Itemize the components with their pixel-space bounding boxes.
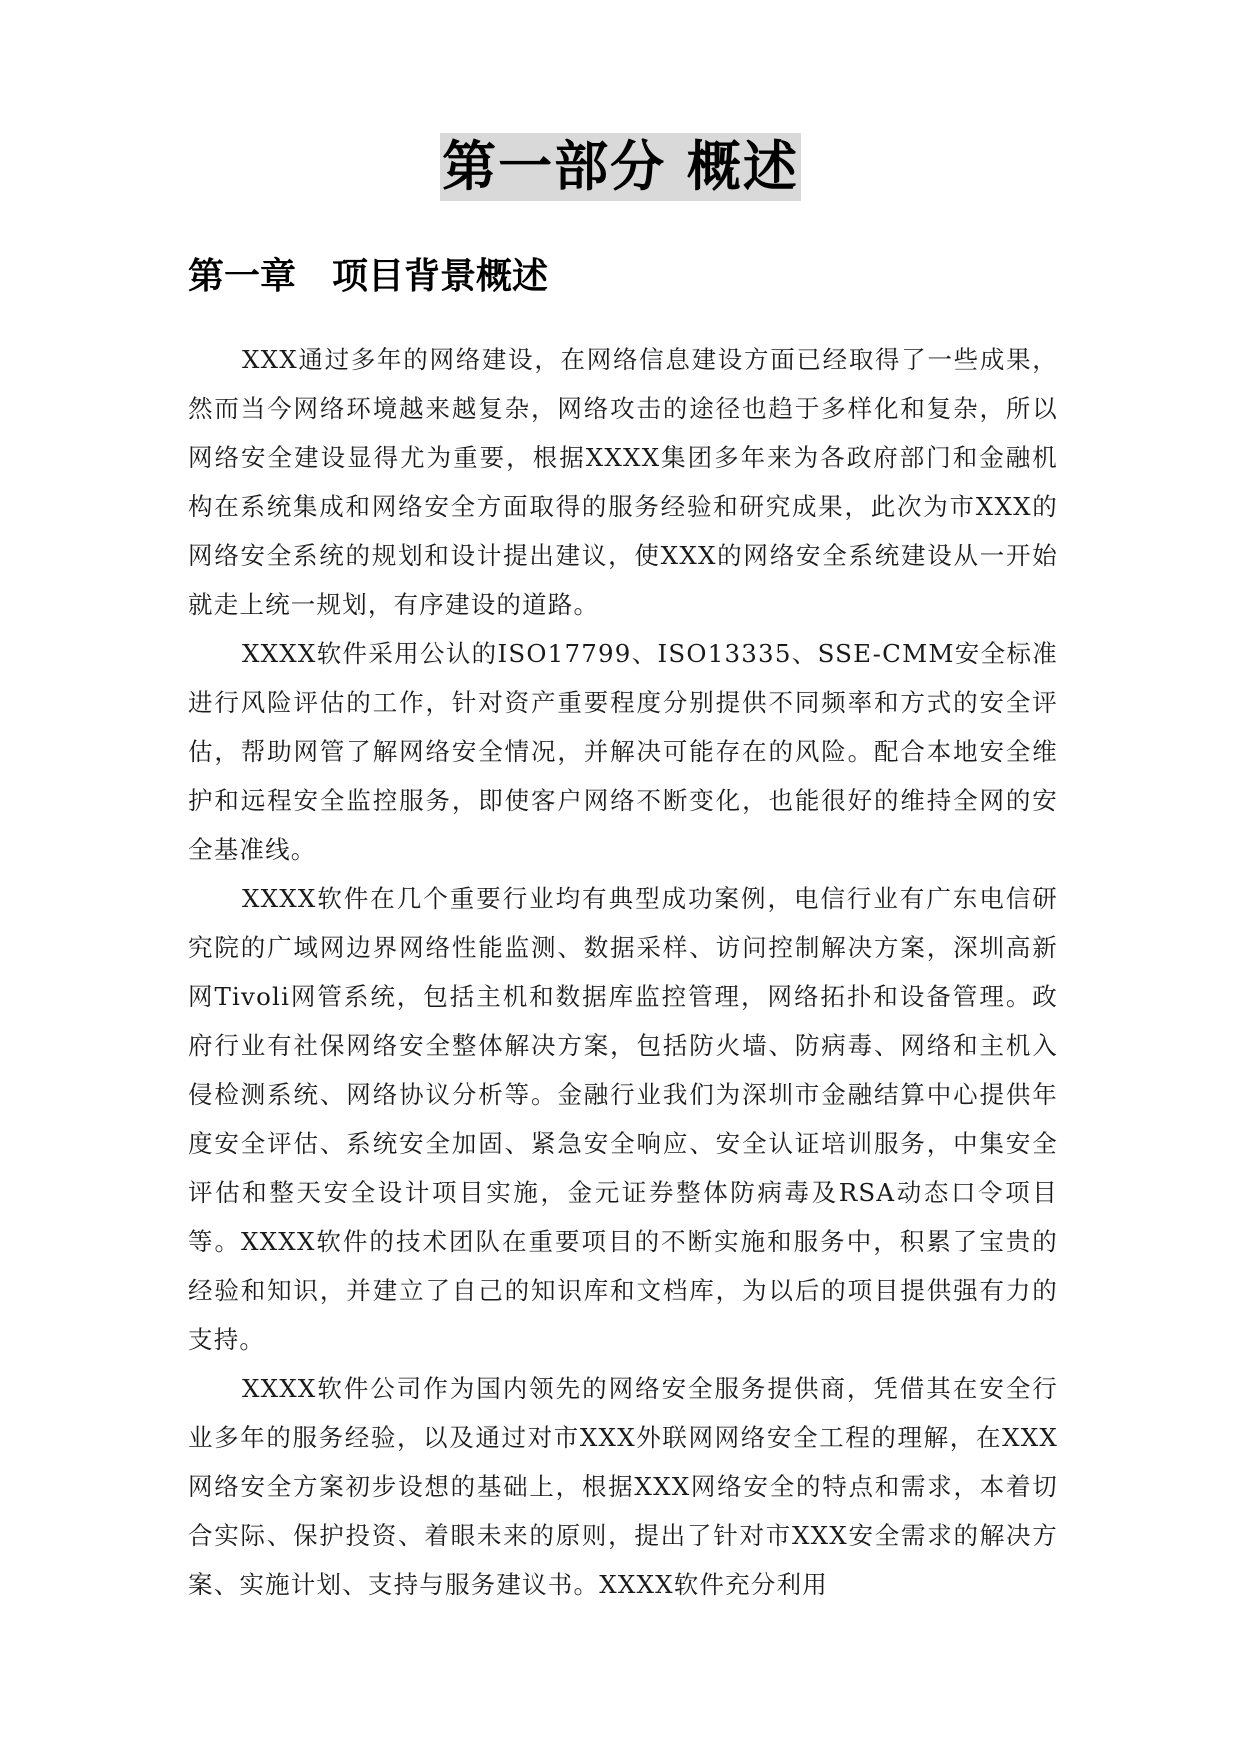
part-title-container: [0, 133, 1241, 201]
part-title: 第一部分 概述: [440, 133, 801, 201]
paragraph-4: XXXX软件公司作为国内领先的网络安全服务提供商，凭借其在安全行业多年的服务经验，以及通过对市XXX外联网网络安全工程的理解，在XXX网络安全方案初步设想的基础上，根据XXX网络安全的特点和需求，本着切合实际、保护投资、着眼未来的原则，提出了针对市XXX安全需求的解决方案、实施计划、支持与服务建议书。XXXX软件充分利用: [188, 1374, 1058, 1599]
body-text: [188, 335, 1058, 1609]
chapter-title: 第一章 项目背景概述: [188, 256, 549, 297]
paragraph-2: XXXX软件采用公认的ISO17799、ISO13335、SSE-CMM安全标准进行风险评估的工作，针对资产重要程度分别提供不同频率和方式的安全评估，帮助网管了解网络安全情况，并解决可能存在的风险。配合本地安全维护和远程安全监控服务，即使客户网络不断变化，也能很好的维持全网的安全基准线。: [188, 639, 1058, 864]
paragraph-3: XXXX软件在几个重要行业均有典型成功案例，电信行业有广东电信研究院的广域网边界网络性能监测、数据采样、访问控制解决方案，深圳高新网Tivoli网管系统，包括主机和数据库监控管理，网络拓扑和设备管理。政府行业有社保网络安全整体解决方案，包括防火墙、防病毒、网络和主机入侵检测系统、网络协议分析等。金融行业我们为深圳市金融结算中心提供年度安全评估、系统安全加固、紧急安全响应、安全认证培训服务，中集安全评估和整天安全设计项目实施，金元证券整体防病毒及RSA动态口令项目等。XXXX软件的技术团队在重要项目的不断实施和服务中，积累了宝贵的经验和知识，并建立了自己的知识库和文档库，为以后的项目提供强有力的支持。: [188, 884, 1058, 1354]
paragraph-1: XXX通过多年的网络建设，在网络信息建设方面已经取得了一些成果，然而当今网络环境越来越复杂，网络攻击的途径也趋于多样化和复杂，所以网络安全建设显得尤为重要，根据XXXX集团多年来为各政府部门和金融机构在系统集成和网络安全方面取得的服务经验和研究成果，此次为市XXX的网络安全系统的规划和设计提出建议，使XXX的网络安全系统建设从一开始就走上统一规划，有序建设的道路。: [188, 345, 1058, 619]
